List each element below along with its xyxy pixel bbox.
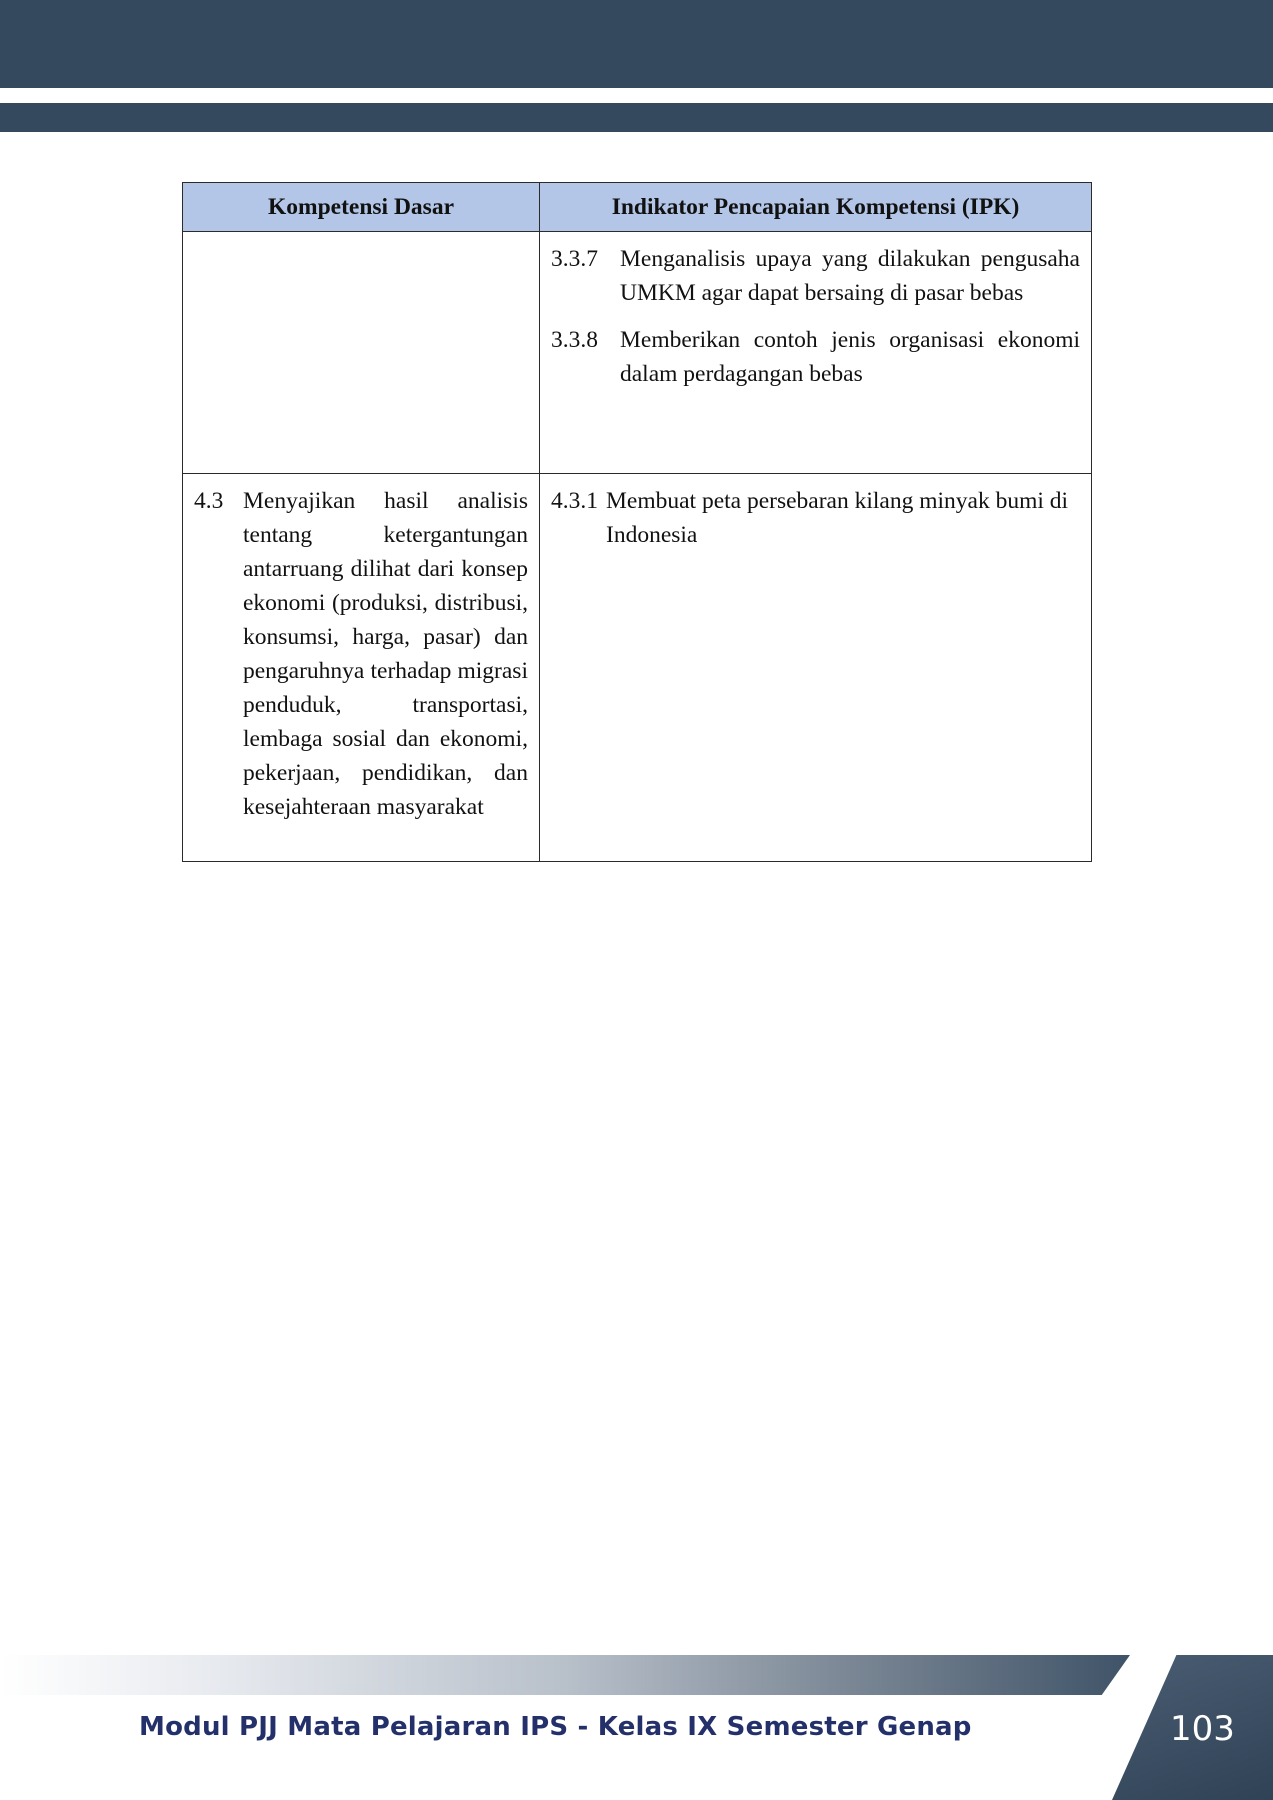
competency-table <box>182 182 1092 862</box>
header-kompetensi-dasar: Kompetensi Dasar <box>183 183 540 232</box>
table-row <box>183 474 1092 862</box>
header-band-top <box>0 0 1273 88</box>
kd-text: Menyajikan hasil analisis tentang ketergantungan antarruang dilihat dari konsep ekonomi (produksi, distribusi, konsumsi, harga, pasar) dan pengaruhnya terhadap migrasi penduduk, transportasi, lembaga sosial dan ekonomi, pekerjaan, pendidikan, dan kesejahteraan masyarakat <box>243 488 528 820</box>
kd-number: 4.3 <box>194 488 224 514</box>
ipk-text: Membuat peta persebaran kilang minyak bumi di Indonesia <box>606 488 1069 548</box>
ipk-number: 3.3.8 <box>551 327 598 353</box>
footer-gradient-strip <box>0 1655 1130 1695</box>
ipk-number: 3.3.7 <box>551 246 598 272</box>
ipk-cell <box>540 232 1092 474</box>
footer-module-title: Modul PJJ Mata Pelajaran IPS - Kelas IX Semester Genap <box>139 1712 972 1742</box>
ipk-item <box>551 242 1080 310</box>
table-header-row <box>183 183 1092 232</box>
page-number: 103 <box>1170 1709 1235 1749</box>
kd-item <box>194 484 528 824</box>
ipk-item <box>551 484 1080 552</box>
table-row <box>183 232 1092 474</box>
ipk-text: Memberikan contoh jenis organisasi ekonomi dalam perdagangan bebas <box>620 327 1080 387</box>
kd-cell-empty <box>183 232 540 474</box>
header-band-bottom <box>0 103 1273 132</box>
ipk-cell <box>540 474 1092 862</box>
ipk-item <box>551 323 1080 391</box>
kd-cell <box>183 474 540 862</box>
ipk-text: Menganalisis upaya yang dilakukan pengusaha UMKM agar dapat bersaing di pasar bebas <box>620 246 1080 306</box>
ipk-number: 4.3.1 <box>551 488 598 514</box>
header-ipk: Indikator Pencapaian Kompetensi (IPK) <box>540 183 1092 232</box>
